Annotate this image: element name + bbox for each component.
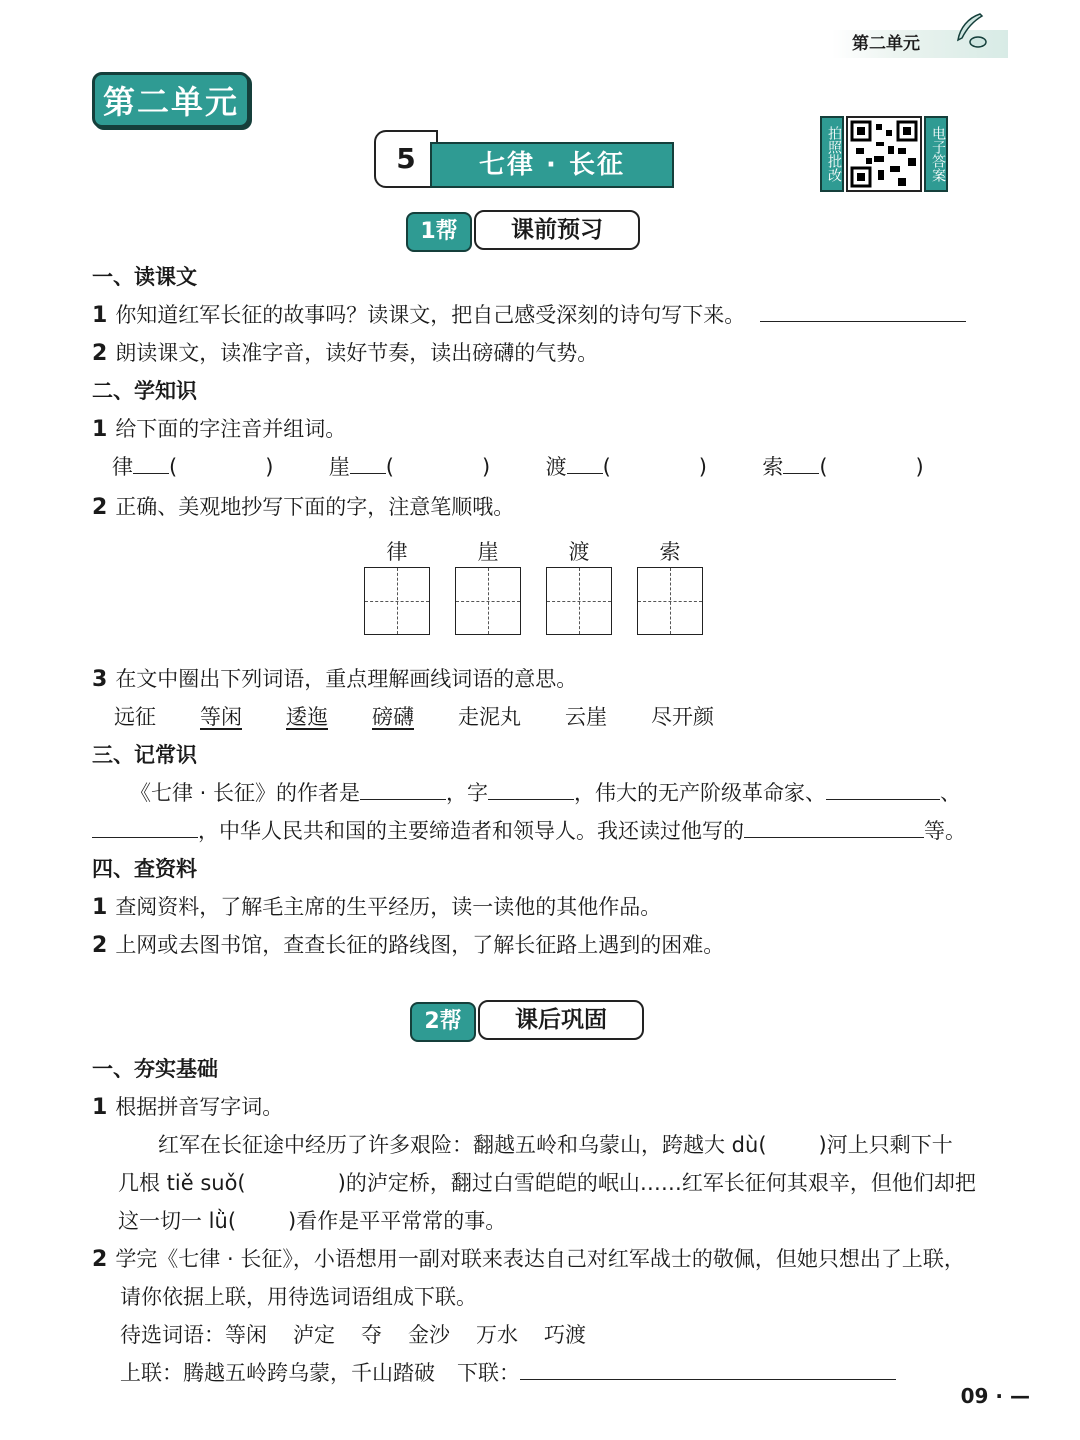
paragraph-line: 红军在长征途中经历了许多艰险：翻越五岭和乌蒙山，跨越大 dù( )河上只剩下十 (158, 1133, 953, 1157)
writing-grid[interactable] (637, 567, 703, 635)
section-heading: 一、读课文 (92, 265, 197, 289)
writing-grid[interactable] (546, 567, 612, 635)
question: 2 朗读课文，读准字音，读好节奏，读出磅礴的气势。 (92, 341, 599, 366)
question: 1 你知道红军长征的故事吗？读课文，把自己感受深刻的诗句写下来。 (92, 300, 966, 331)
fill-sentence: ，中华人民共和国的主要缔造者和领导人。我还读过他写的 等。 (92, 816, 966, 846)
answer-blank[interactable] (520, 1359, 896, 1380)
qr-right-label: 电子答案 (924, 116, 948, 192)
answer-blank[interactable] (760, 301, 966, 322)
section-tag: 2帮 (410, 1002, 476, 1042)
lesson-title: 七律 · 长征 (430, 142, 674, 188)
question: 1 根据拼音写字词。 (92, 1095, 284, 1120)
question: 1 查阅资料，了解毛主席的生平经历，读一读他的其他作品。 (92, 895, 662, 920)
question: 2 学完《七律 · 长征》，小语想用一副对联来表达自己对红军战士的敬佩，但她只想出了上联， (92, 1247, 965, 1272)
answer-blank[interactable] (826, 779, 940, 800)
question-cont: 请你依据上联，用待选词语组成下联。 (120, 1285, 477, 1309)
page-number: 09 · — (960, 1384, 1030, 1408)
fill-sentence: 《七律 · 长征》的作者是 ，字 ，伟大的无产阶级革命家、 、 (130, 781, 962, 805)
couplet-row: 上联：腾越五岭跨乌蒙，千山踏破 下联： (120, 1358, 896, 1388)
writing-grid[interactable] (455, 567, 521, 635)
grid-char: 索 (659, 540, 681, 564)
paragraph-line: 几根 tiě suǒ( )的泸定桥，翻过白雪皑皑的岷山……红军长征何其艰辛，但他们却把 (118, 1171, 976, 1195)
section-label: 课后巩固 (478, 1000, 644, 1040)
section-heading: 四、查资料 (92, 857, 197, 881)
grid-char: 崖 (477, 540, 499, 564)
paragraph-line: 这一切一 lǜ( )看作是平平常常的事。 (118, 1209, 507, 1233)
qr-left-label: 拍照批改 (820, 116, 844, 192)
pinyin-blank[interactable] (783, 453, 819, 474)
question: 1 给下面的字注音并组词。 (92, 417, 347, 442)
writing-grid[interactable] (364, 567, 430, 635)
answer-blank[interactable] (360, 779, 446, 800)
answer-blank[interactable] (488, 779, 574, 800)
answer-blank[interactable] (744, 817, 924, 838)
quill-icon (950, 10, 990, 50)
section-heading: 三、记常识 (92, 743, 197, 767)
grid-char: 律 (386, 540, 408, 564)
unit-tag: 第二单元 (832, 30, 1008, 58)
section-label: 课前预习 (474, 210, 640, 250)
pinyin-blank[interactable] (567, 453, 603, 474)
pinyin-row: 律 ( ) 崖 ( ) 渡 ( ) 索 ( ) (112, 455, 924, 479)
qr-code-icon[interactable] (846, 116, 922, 192)
unit-title: 第二单元 (92, 72, 250, 128)
question: 2 正确、美观地抄写下面的字，注意笔顺哦。 (92, 495, 515, 520)
pinyin-blank[interactable] (350, 453, 386, 474)
answer-blank[interactable] (92, 817, 198, 838)
pinyin-blank[interactable] (133, 453, 169, 474)
section-tag: 1帮 (406, 212, 472, 252)
section-heading: 一、夯实基础 (92, 1057, 218, 1081)
grid-char: 渡 (568, 540, 590, 564)
section-heading: 二、学知识 (92, 379, 197, 403)
question: 3 在文中圈出下列词语，重点理解画线词语的意思。 (92, 667, 578, 692)
qr-block[interactable] (820, 116, 948, 192)
question: 2 上网或去图书馆，查查长征的路线图，了解长征路上遇到的困难。 (92, 933, 725, 958)
options-row: 待选词语：等闲 泸定 夺 金沙 万水 巧渡 (120, 1323, 586, 1347)
word-list: 远征 等闲 逶迤 磅礴 走泥丸 云崖 尽开颜 (114, 705, 714, 729)
lesson-number: 5 (374, 130, 438, 188)
